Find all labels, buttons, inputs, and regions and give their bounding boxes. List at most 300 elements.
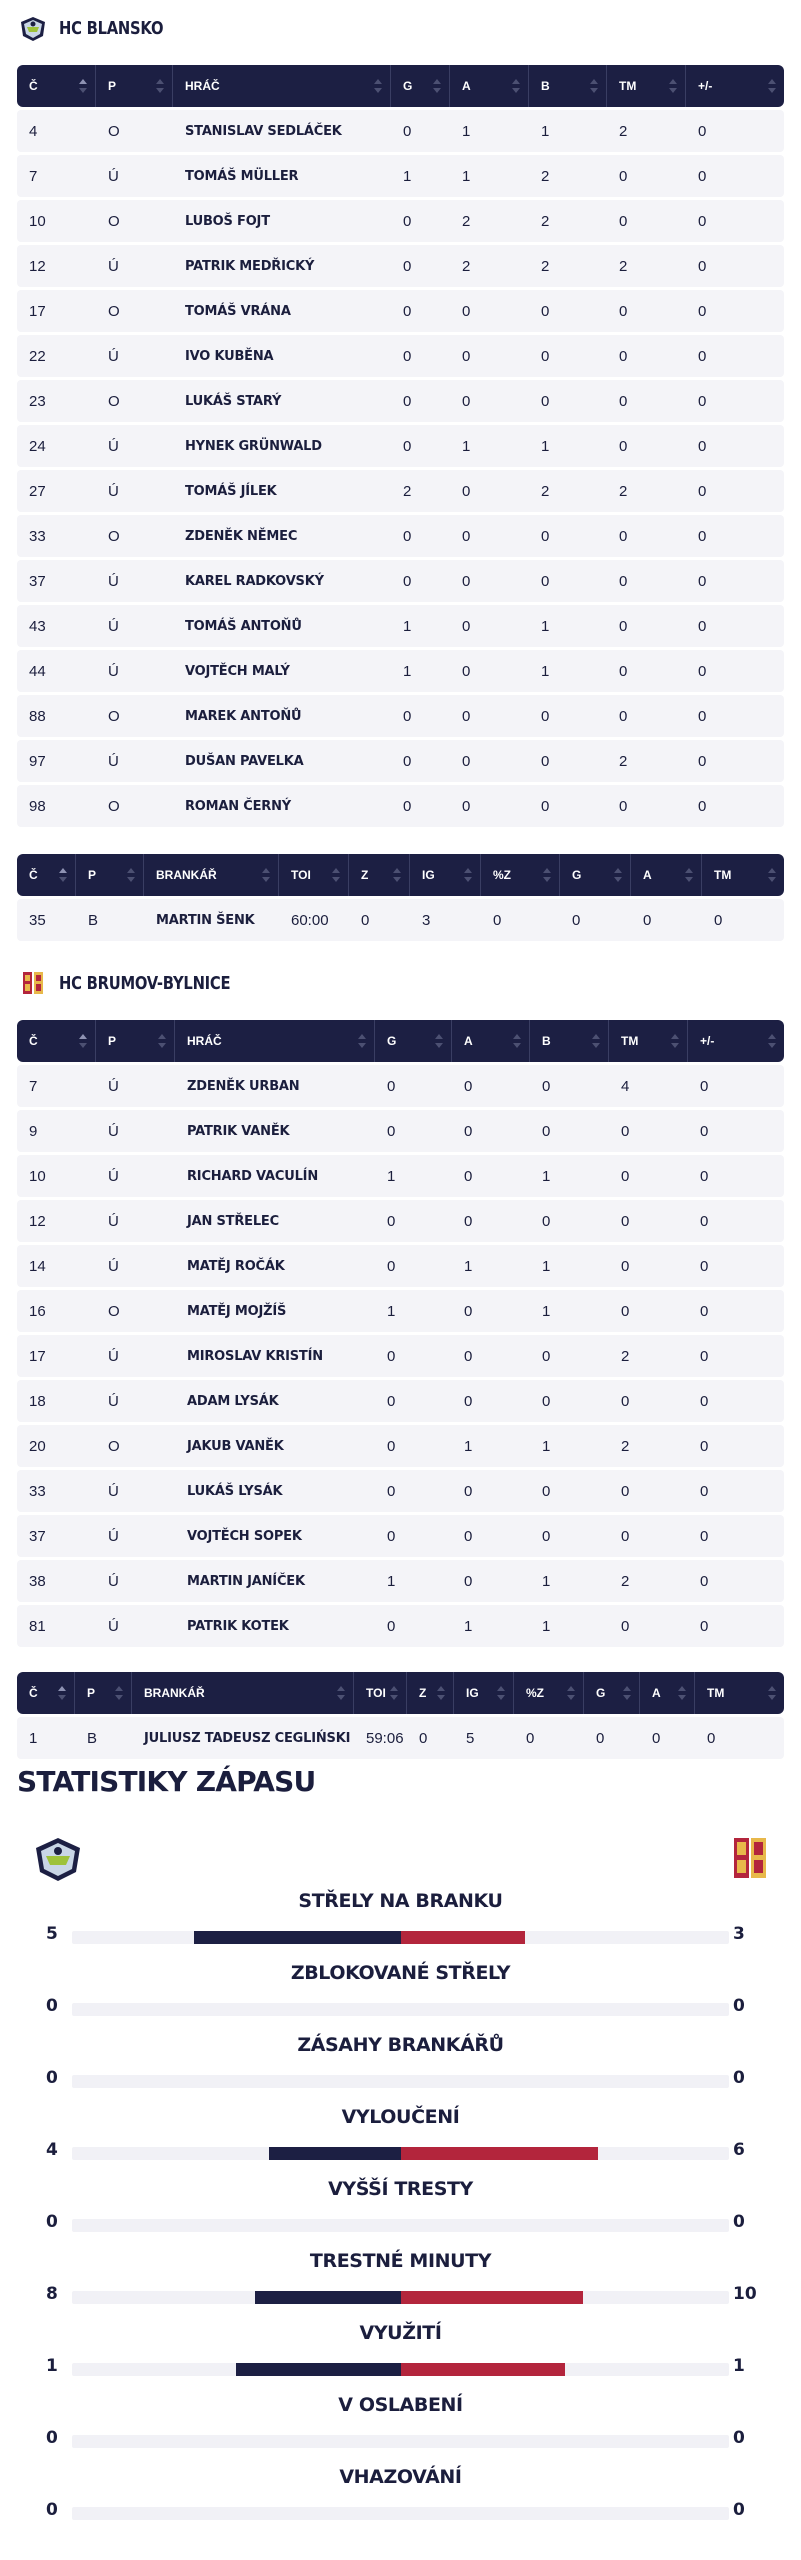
table-cell: 0: [452, 1470, 530, 1512]
table-cell: 2: [609, 1425, 688, 1467]
column-header[interactable]: [17, 1672, 75, 1714]
table-header-row: [17, 65, 784, 107]
column-header-label: Č: [29, 1686, 38, 1700]
stat-label: V OSLABENÍ: [338, 2394, 463, 2416]
stat-row: [38, 1962, 763, 2028]
table-row[interactable]: [17, 1380, 784, 1422]
table-cell: 0: [452, 1065, 530, 1107]
table-cell: 0: [607, 290, 686, 332]
away-stat-value: 0: [733, 2212, 745, 2232]
table-row[interactable]: [17, 470, 784, 512]
table-cell: 0: [529, 785, 607, 827]
table-cell: 1: [375, 1290, 452, 1332]
stat-label: VYUŽITÍ: [359, 2322, 442, 2344]
column-header[interactable]: [514, 1672, 584, 1714]
table-cell: B: [75, 1717, 132, 1759]
table-cell: 88: [17, 695, 96, 737]
stat-bar-track: [72, 2291, 729, 2304]
table-row[interactable]: [17, 1155, 784, 1197]
player-name: ZDENĚK URBAN: [175, 1065, 375, 1107]
table-cell: 2: [607, 245, 686, 287]
table-cell: 0: [686, 650, 784, 692]
sort-icon: [464, 868, 472, 882]
table-cell: 1: [391, 650, 450, 692]
table-cell: 9: [17, 1110, 96, 1152]
table-cell: 0: [391, 560, 450, 602]
table-cell: 0: [452, 1155, 530, 1197]
sort-icon: [590, 79, 598, 93]
table-row[interactable]: [17, 1515, 784, 1557]
table-cell: 98: [17, 785, 96, 827]
stat-label: STŘELY NA BRANKU: [298, 1890, 503, 1912]
table-cell: 0: [391, 425, 450, 467]
sort-icon: [685, 868, 693, 882]
player-name: ZDENĚK NĚMEC: [173, 515, 391, 557]
sort-icon: [332, 868, 340, 882]
stat-row: [38, 2250, 763, 2316]
table-cell: 1: [375, 1560, 452, 1602]
table-cell: 0: [375, 1110, 452, 1152]
stat-label: VYŠŠÍ TRESTY: [328, 2178, 473, 2200]
stat-row: [38, 2322, 763, 2388]
player-name: JAKUB VANĚK: [175, 1425, 375, 1467]
sort-icon: [678, 1686, 686, 1700]
table-cell: 43: [17, 605, 96, 647]
table-cell: 0: [702, 899, 784, 941]
table-cell: 0: [695, 1717, 784, 1759]
player-name: TOMÁŠ VRÁNA: [173, 290, 391, 332]
column-header[interactable]: [76, 854, 144, 896]
column-header[interactable]: [17, 1020, 96, 1062]
table-cell: 0: [529, 380, 607, 422]
table-cell: 0: [530, 1200, 609, 1242]
table-row[interactable]: [17, 155, 784, 197]
home-stat-value: 8: [46, 2284, 58, 2304]
column-header-label: TOI: [291, 868, 311, 882]
table-cell: 0: [450, 560, 529, 602]
player-name: VOJTĚCH MALÝ: [173, 650, 391, 692]
table-cell: 22: [17, 335, 96, 377]
table-cell: 17: [17, 290, 96, 332]
column-header[interactable]: [607, 65, 686, 107]
table-row[interactable]: [17, 1290, 784, 1332]
table-cell: 0: [688, 1470, 784, 1512]
away-stat-value: 0: [733, 1996, 745, 2016]
column-header-label: +/-: [700, 1034, 715, 1048]
table-cell: 1: [529, 425, 607, 467]
table-cell: 1: [452, 1605, 530, 1647]
table-row[interactable]: [17, 695, 784, 737]
table-cell: 0: [450, 380, 529, 422]
column-header-label: TM: [714, 868, 732, 882]
table-row[interactable]: [17, 1110, 784, 1152]
table-row[interactable]: [17, 1335, 784, 1377]
table-row[interactable]: [17, 380, 784, 422]
table-cell: 0: [686, 695, 784, 737]
home-stat-value: 0: [46, 2428, 58, 2448]
home-players-table: [17, 62, 784, 830]
table-cell: 0: [450, 290, 529, 332]
table-cell: 0: [609, 1245, 688, 1287]
table-row[interactable]: [17, 1200, 784, 1242]
table-cell: 4: [17, 110, 96, 152]
column-header[interactable]: [279, 854, 349, 896]
column-header[interactable]: [173, 65, 391, 107]
table-row[interactable]: [17, 1717, 784, 1759]
player-name: MATĚJ MOJŽÍŠ: [175, 1290, 375, 1332]
column-header[interactable]: [349, 854, 410, 896]
table-cell: 0: [529, 560, 607, 602]
table-cell: 0: [529, 515, 607, 557]
table-cell: 0: [686, 380, 784, 422]
stat-bar-track: [72, 2075, 729, 2088]
away-stat-bar: [401, 1931, 526, 1944]
column-header-label: G: [387, 1034, 397, 1048]
table-cell: 1: [450, 110, 529, 152]
column-header[interactable]: [631, 854, 702, 896]
hc-blansko-logo-icon: [17, 12, 49, 44]
player-name: PATRIK MEDŘICKÝ: [173, 245, 391, 287]
match-stats-title: STATISTIKY ZÁPASU: [17, 1765, 316, 1798]
table-cell: 0: [530, 1470, 609, 1512]
column-header[interactable]: [686, 65, 784, 107]
sort-icon: [592, 1034, 600, 1048]
column-header[interactable]: [529, 65, 607, 107]
table-cell: 0: [375, 1470, 452, 1512]
sort-icon: [513, 1034, 521, 1048]
table-cell: 35: [17, 899, 76, 941]
home-stat-value: 0: [46, 2212, 58, 2232]
table-cell: 0: [530, 1515, 609, 1557]
table-cell: 0: [391, 785, 450, 827]
away-stat-value: 0: [733, 2068, 745, 2088]
table-cell: 0: [530, 1335, 609, 1377]
table-cell: 0: [686, 605, 784, 647]
column-header-label: BRANKÁŘ: [144, 1686, 205, 1700]
sort-icon: [768, 79, 776, 93]
table-cell: 2: [529, 200, 607, 242]
table-cell: 0: [607, 335, 686, 377]
table-cell: 0: [584, 1717, 640, 1759]
player-name: DUŠAN PAVELKA: [173, 740, 391, 782]
table-cell: 0: [375, 1605, 452, 1647]
table-cell: Ú: [96, 1515, 175, 1557]
table-cell: 2: [607, 470, 686, 512]
player-name: TOMÁŠ ANTOŇŮ: [173, 605, 391, 647]
table-cell: 0: [452, 1515, 530, 1557]
player-name: JULIUSZ TADEUSZ CEGLIŃSKI: [132, 1717, 354, 1759]
table-cell: 2: [529, 245, 607, 287]
table-cell: 0: [686, 155, 784, 197]
column-header[interactable]: [702, 854, 784, 896]
table-cell: 0: [688, 1200, 784, 1242]
column-header[interactable]: [391, 65, 450, 107]
sort-icon: [156, 79, 164, 93]
table-cell: Ú: [96, 650, 173, 692]
table-cell: 0: [607, 155, 686, 197]
player-name: ADAM LYSÁK: [175, 1380, 375, 1422]
table-cell: 14: [17, 1245, 96, 1287]
table-row[interactable]: [17, 335, 784, 377]
player-name: MARTIN ŠENK: [144, 899, 279, 941]
table-cell: 0: [686, 425, 784, 467]
table-cell: Ú: [96, 1605, 175, 1647]
column-header[interactable]: [75, 1672, 132, 1714]
table-cell: 1: [530, 1605, 609, 1647]
home-goalies-table: [17, 851, 784, 944]
home-team-logo-icon: [30, 1830, 86, 1886]
table-row[interactable]: [17, 1245, 784, 1287]
table-cell: 0: [530, 1065, 609, 1107]
table-row[interactable]: [17, 740, 784, 782]
column-header[interactable]: [17, 65, 96, 107]
column-header[interactable]: [560, 854, 631, 896]
column-header-label: G: [572, 868, 582, 882]
table-cell: 1: [450, 155, 529, 197]
table-cell: 0: [452, 1200, 530, 1242]
column-header-label: Č: [29, 1034, 38, 1048]
table-row[interactable]: [17, 200, 784, 242]
away-stat-bar: [401, 2147, 598, 2160]
column-header-label: Č: [29, 79, 38, 93]
table-cell: 7: [17, 155, 96, 197]
table-cell: 0: [688, 1335, 784, 1377]
hc-brumov-bylnice-logo-icon: [17, 967, 49, 999]
table-row[interactable]: [17, 560, 784, 602]
table-cell: 24: [17, 425, 96, 467]
table-row[interactable]: [17, 1065, 784, 1107]
table-cell: 33: [17, 515, 96, 557]
table-cell: 1: [391, 155, 450, 197]
table-cell: 5: [454, 1717, 514, 1759]
table-cell: 2: [450, 245, 529, 287]
stat-row: [38, 2394, 763, 2460]
column-header[interactable]: [452, 1020, 530, 1062]
table-cell: 0: [514, 1717, 584, 1759]
player-name: TOMÁŠ MÜLLER: [173, 155, 391, 197]
table-cell: 0: [607, 695, 686, 737]
table-cell: 33: [17, 1470, 96, 1512]
column-header-label: +/-: [698, 79, 713, 93]
table-cell: Ú: [96, 740, 173, 782]
table-cell: 0: [391, 380, 450, 422]
table-cell: 0: [686, 515, 784, 557]
table-cell: 1: [450, 425, 529, 467]
player-name: MATĚJ ROČÁK: [175, 1245, 375, 1287]
column-header-label: %Z: [526, 1686, 544, 1700]
home-stat-value: 4: [46, 2140, 58, 2160]
sort-icon: [79, 79, 87, 93]
table-cell: 0: [609, 1290, 688, 1332]
table-cell: O: [96, 785, 173, 827]
column-header[interactable]: [530, 1020, 609, 1062]
column-header-label: BRANKÁŘ: [156, 868, 217, 882]
table-cell: 3: [410, 899, 481, 941]
table-cell: 2: [450, 200, 529, 242]
table-cell: 0: [450, 335, 529, 377]
table-cell: 2: [529, 155, 607, 197]
table-cell: 0: [607, 560, 686, 602]
table-cell: 0: [452, 1560, 530, 1602]
player-name: IVO KUBĚNA: [173, 335, 391, 377]
table-cell: 37: [17, 1515, 96, 1557]
table-row[interactable]: [17, 1605, 784, 1647]
home-stat-bar: [236, 2363, 400, 2376]
column-header[interactable]: [481, 854, 560, 896]
table-cell: 0: [686, 200, 784, 242]
column-header[interactable]: [354, 1672, 407, 1714]
table-cell: 0: [452, 1290, 530, 1332]
table-row[interactable]: [17, 245, 784, 287]
away-stat-value: 1: [733, 2356, 745, 2376]
column-header[interactable]: [132, 1672, 354, 1714]
table-cell: 0: [607, 425, 686, 467]
player-name: HYNEK GRÜNWALD: [173, 425, 391, 467]
table-header-row: [17, 1672, 784, 1714]
away-stat-bar: [401, 2291, 584, 2304]
stat-bar-track: [72, 2003, 729, 2016]
table-row[interactable]: [17, 650, 784, 692]
table-cell: 0: [529, 695, 607, 737]
table-cell: 0: [450, 470, 529, 512]
table-row[interactable]: [17, 290, 784, 332]
column-header[interactable]: [144, 854, 279, 896]
home-team-name: HC BLANSKO: [59, 17, 164, 39]
sort-icon: [437, 1686, 445, 1700]
sort-icon: [374, 79, 382, 93]
column-header-label: IG: [466, 1686, 479, 1700]
table-cell: 16: [17, 1290, 96, 1332]
stat-bar-track: [72, 2363, 729, 2376]
table-row[interactable]: [17, 515, 784, 557]
player-name: LUKÁŠ STARÝ: [173, 380, 391, 422]
column-header[interactable]: [410, 854, 481, 896]
stat-row: [38, 2034, 763, 2100]
home-stat-value: 0: [46, 1996, 58, 2016]
column-header[interactable]: [96, 65, 173, 107]
table-cell: 0: [530, 1380, 609, 1422]
column-header-label: Č: [29, 868, 38, 882]
table-cell: 0: [686, 470, 784, 512]
table-cell: 0: [560, 899, 631, 941]
table-cell: Ú: [96, 1470, 175, 1512]
away-goalies-table: [17, 1669, 784, 1762]
table-header-row: [17, 1020, 784, 1062]
away-stat-value: 10: [733, 2284, 757, 2304]
column-header-label: P: [108, 79, 117, 93]
table-cell: 0: [631, 899, 702, 941]
table-cell: 0: [407, 1717, 454, 1759]
column-header[interactable]: [407, 1672, 454, 1714]
table-cell: 1: [17, 1717, 75, 1759]
stat-row: [38, 2466, 763, 2532]
table-cell: 2: [609, 1335, 688, 1377]
column-header[interactable]: [695, 1672, 784, 1714]
table-cell: 7: [17, 1065, 96, 1107]
away-stat-bar: [401, 2363, 565, 2376]
column-header[interactable]: [450, 65, 529, 107]
column-header[interactable]: [609, 1020, 688, 1062]
table-cell: 0: [452, 1110, 530, 1152]
column-header[interactable]: [584, 1672, 640, 1714]
sort-icon: [435, 1034, 443, 1048]
column-header-label: A: [464, 1034, 473, 1048]
player-name: KAREL RADKOVSKÝ: [173, 560, 391, 602]
home-stat-value: 0: [46, 2068, 58, 2088]
table-cell: 0: [688, 1425, 784, 1467]
sort-icon: [614, 868, 622, 882]
home-stat-value: 5: [46, 1924, 58, 1944]
column-header[interactable]: [175, 1020, 375, 1062]
table-cell: 0: [452, 1335, 530, 1377]
table-row[interactable]: [17, 785, 784, 827]
column-header-label: IG: [422, 868, 435, 882]
player-name: LUKÁŠ LYSÁK: [175, 1470, 375, 1512]
table-row[interactable]: [17, 899, 784, 941]
column-header[interactable]: [375, 1020, 452, 1062]
table-cell: 0: [607, 605, 686, 647]
player-name: LUBOŠ FOJT: [173, 200, 391, 242]
sort-icon: [58, 1686, 66, 1700]
player-name: MARTIN JANÍČEK: [175, 1560, 375, 1602]
table-row[interactable]: [17, 1425, 784, 1467]
home-stat-bar: [194, 1931, 401, 1944]
table-cell: 38: [17, 1560, 96, 1602]
column-header-label: P: [87, 1686, 96, 1700]
stat-label: TRESTNÉ MINUTY: [309, 2250, 492, 2272]
table-cell: 0: [452, 1380, 530, 1422]
table-cell: O: [96, 200, 173, 242]
table-cell: Ú: [96, 1110, 175, 1152]
table-cell: 81: [17, 1605, 96, 1647]
column-header[interactable]: [640, 1672, 695, 1714]
column-header[interactable]: [17, 854, 76, 896]
stat-label: VYLOUČENÍ: [341, 2106, 460, 2128]
table-cell: Ú: [96, 560, 173, 602]
table-cell: O: [96, 1290, 175, 1332]
table-cell: Ú: [96, 1380, 175, 1422]
table-row[interactable]: [17, 1560, 784, 1602]
player-name: STANISLAV SEDLÁČEK: [173, 110, 391, 152]
away-stat-value: 6: [733, 2140, 745, 2160]
column-header-label: TM: [619, 79, 637, 93]
table-cell: 10: [17, 200, 96, 242]
column-header[interactable]: [688, 1020, 784, 1062]
stat-bar-track: [72, 2435, 729, 2448]
player-name: JAN STŘELEC: [175, 1200, 375, 1242]
table-cell: 0: [450, 605, 529, 647]
table-cell: 1: [529, 605, 607, 647]
table-row[interactable]: [17, 110, 784, 152]
table-row[interactable]: [17, 425, 784, 467]
sort-icon: [497, 1686, 505, 1700]
column-header[interactable]: [96, 1020, 175, 1062]
stat-label: VHAZOVÁNÍ: [339, 2466, 462, 2488]
table-cell: 23: [17, 380, 96, 422]
table-cell: 0: [686, 335, 784, 377]
table-cell: 59:06: [354, 1717, 407, 1759]
table-cell: 0: [375, 1245, 452, 1287]
table-cell: 0: [375, 1335, 452, 1377]
table-row[interactable]: [17, 1470, 784, 1512]
table-cell: 0: [375, 1065, 452, 1107]
table-cell: 27: [17, 470, 96, 512]
column-header-label: %Z: [493, 868, 511, 882]
table-row[interactable]: [17, 605, 784, 647]
column-header[interactable]: [454, 1672, 514, 1714]
sort-icon: [127, 868, 135, 882]
table-cell: 0: [349, 899, 410, 941]
